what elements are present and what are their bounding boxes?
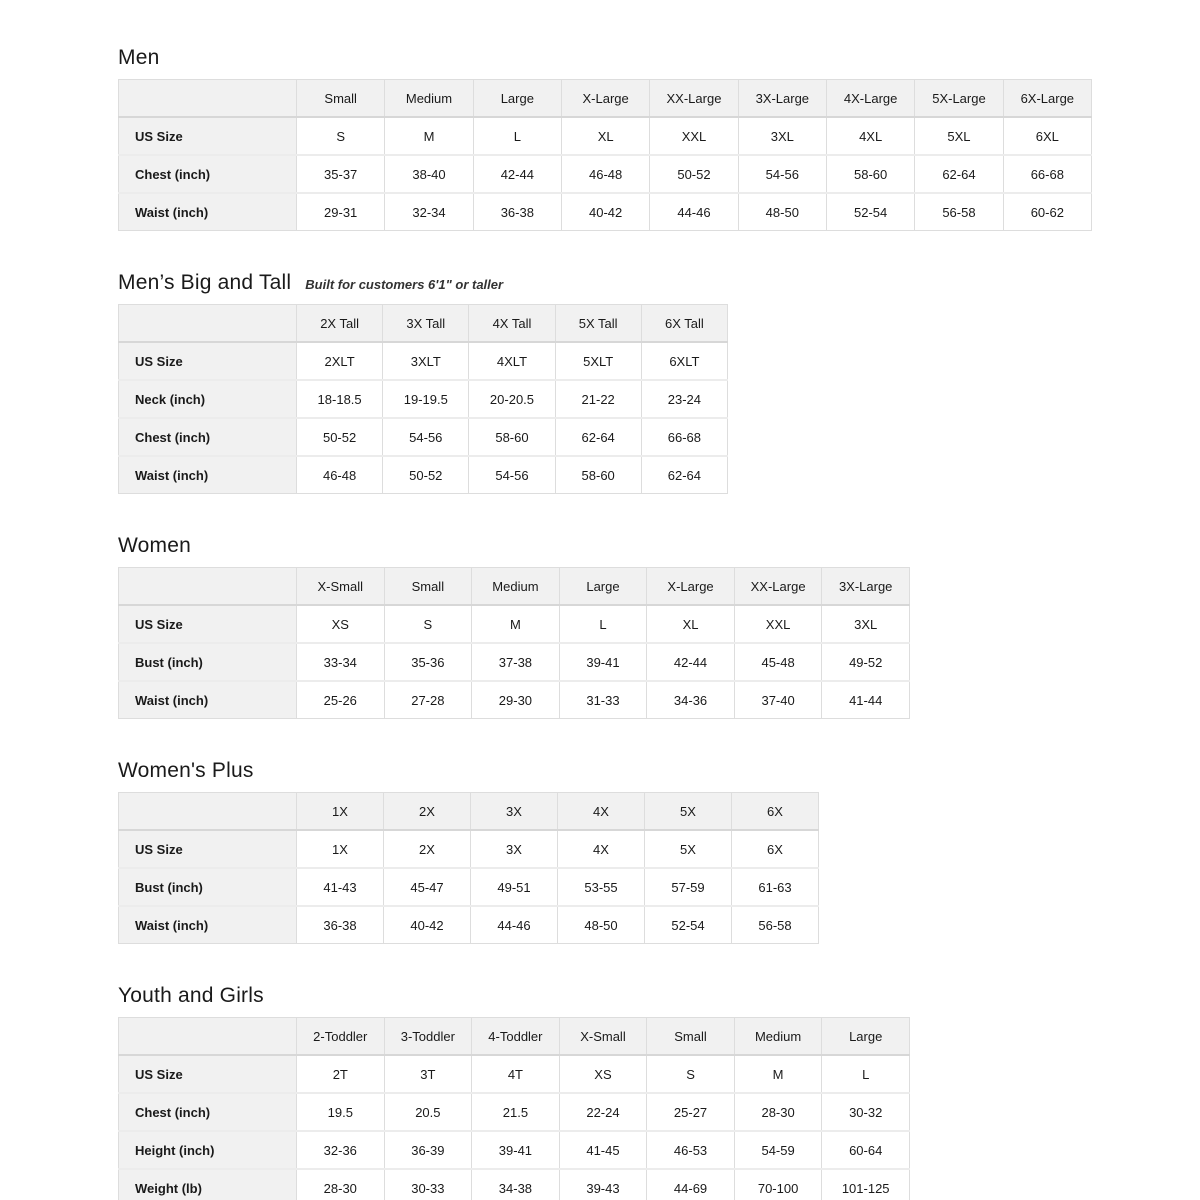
size-cell: 54-59 [734, 1131, 822, 1169]
size-cell: 2XLT [297, 342, 383, 380]
size-cell: 6XLT [641, 342, 727, 380]
size-cell: 56-58 [732, 906, 819, 944]
table-row [119, 1131, 910, 1169]
size-cell: XS [559, 1055, 647, 1093]
size-cell: 50-52 [383, 456, 469, 494]
size-cell: 19-19.5 [383, 380, 469, 418]
size-cell: 20.5 [384, 1093, 472, 1131]
column-header: Small [297, 80, 385, 118]
size-cell: 44-69 [647, 1169, 735, 1200]
size-cell: M [385, 117, 473, 155]
column-header: 6X Tall [641, 305, 727, 343]
corner-cell [119, 80, 297, 118]
size-cell: 46-48 [561, 155, 649, 193]
size-cell: 49-52 [822, 643, 910, 681]
size-cell: 29-31 [297, 193, 385, 231]
size-cell: 22-24 [559, 1093, 647, 1131]
size-cell: 4XL [826, 117, 914, 155]
section-title: Women [118, 534, 191, 557]
size-cell: 37-38 [472, 643, 560, 681]
size-cell: M [472, 605, 560, 643]
section-subtitle: Built for customers 6'1" or taller [305, 277, 504, 292]
column-header: 2X Tall [297, 305, 383, 343]
table-row [119, 117, 1092, 155]
size-cell: 2T [297, 1055, 385, 1093]
size-cell: 46-48 [297, 456, 383, 494]
size-cell: 54-56 [738, 155, 826, 193]
table-row [119, 868, 819, 906]
column-header: 6X [732, 793, 819, 831]
size-cell: 66-68 [1003, 155, 1091, 193]
size-cell: 4T [472, 1055, 560, 1093]
column-header: 3X-Large [738, 80, 826, 118]
size-cell: 60-62 [1003, 193, 1091, 231]
size-cell: 42-44 [647, 643, 735, 681]
size-cell: 36-38 [473, 193, 561, 231]
size-cell: L [822, 1055, 910, 1093]
size-cell: 62-64 [641, 456, 727, 494]
size-cell: 21.5 [472, 1093, 560, 1131]
column-header: X-Large [561, 80, 649, 118]
column-header: 5X-Large [915, 80, 1003, 118]
row-label: Chest (inch) [119, 1093, 297, 1131]
column-header: 4-Toddler [472, 1018, 560, 1056]
size-cell: 20-20.5 [469, 380, 555, 418]
column-header: 5X Tall [555, 305, 641, 343]
size-cell: L [559, 605, 647, 643]
corner-cell [119, 305, 297, 343]
size-cell: 62-64 [915, 155, 1003, 193]
size-cell: 66-68 [641, 418, 727, 456]
size-cell: 3XL [738, 117, 826, 155]
size-cell: 4XLT [469, 342, 555, 380]
column-header: Large [559, 568, 647, 606]
section-title-row [118, 46, 1200, 70]
table-row [119, 681, 910, 719]
size-table-men [118, 79, 1092, 231]
section-men [118, 46, 1200, 231]
header-row [119, 1018, 910, 1056]
size-cell: 54-56 [383, 418, 469, 456]
size-cell: 46-53 [647, 1131, 735, 1169]
column-header: X-Small [297, 568, 385, 606]
corner-cell [119, 1018, 297, 1056]
size-cell: 57-59 [645, 868, 732, 906]
size-cell: 58-60 [826, 155, 914, 193]
size-cell: 2X [384, 830, 471, 868]
row-label: Waist (inch) [119, 906, 297, 944]
size-cell: 30-33 [384, 1169, 472, 1200]
size-cell: 58-60 [469, 418, 555, 456]
size-cell: 31-33 [559, 681, 647, 719]
size-cell: S [384, 605, 472, 643]
row-label: Neck (inch) [119, 380, 297, 418]
column-header: 3-Toddler [384, 1018, 472, 1056]
size-table-women [118, 567, 910, 719]
section-youth-and-girls [118, 984, 1200, 1200]
size-cell: XXL [650, 117, 738, 155]
table-row [119, 906, 819, 944]
column-header: 4X Tall [469, 305, 555, 343]
header-row [119, 80, 1092, 118]
size-cell: 28-30 [297, 1169, 385, 1200]
size-cell: 39-41 [559, 643, 647, 681]
size-cell: 36-38 [297, 906, 384, 944]
table-row [119, 193, 1092, 231]
row-label: US Size [119, 342, 297, 380]
column-header: X-Large [647, 568, 735, 606]
size-table-womens-plus [118, 792, 819, 944]
row-label: Waist (inch) [119, 681, 297, 719]
column-header: Medium [734, 1018, 822, 1056]
size-cell: L [473, 117, 561, 155]
size-cell: 27-28 [384, 681, 472, 719]
section-title: Men’s Big and Tall [118, 271, 292, 294]
size-table-mens-big-and-tall [118, 304, 728, 494]
row-label: Weight (lb) [119, 1169, 297, 1200]
size-table-youth-and-girls [118, 1017, 910, 1200]
column-header: 3X Tall [383, 305, 469, 343]
size-cell: 52-54 [826, 193, 914, 231]
size-cell: 32-34 [385, 193, 473, 231]
size-cell: M [734, 1055, 822, 1093]
size-cell: 36-39 [384, 1131, 472, 1169]
size-cell: XL [647, 605, 735, 643]
size-cell: 34-38 [472, 1169, 560, 1200]
column-header: Medium [385, 80, 473, 118]
size-cell: 49-51 [471, 868, 558, 906]
size-cell: 6X [732, 830, 819, 868]
row-label: US Size [119, 605, 297, 643]
column-header: XX-Large [650, 80, 738, 118]
corner-cell [119, 568, 297, 606]
size-cell: 23-24 [641, 380, 727, 418]
size-cell: 50-52 [650, 155, 738, 193]
size-cell: 41-43 [297, 868, 384, 906]
size-cell: 5XL [915, 117, 1003, 155]
row-label: Waist (inch) [119, 456, 297, 494]
size-cell: 44-46 [471, 906, 558, 944]
corner-cell [119, 793, 297, 831]
size-cell: 28-30 [734, 1093, 822, 1131]
size-cell: 54-56 [469, 456, 555, 494]
table-row [119, 1169, 910, 1200]
section-title-row [118, 534, 1200, 558]
size-cell: S [647, 1055, 735, 1093]
section-title-row [118, 271, 1200, 295]
size-cell: 45-48 [734, 643, 822, 681]
size-cell: 52-54 [645, 906, 732, 944]
column-header: 2-Toddler [297, 1018, 385, 1056]
size-cell: 18-18.5 [297, 380, 383, 418]
size-cell: 5X [645, 830, 732, 868]
size-cell: XXL [734, 605, 822, 643]
size-cell: 58-60 [555, 456, 641, 494]
size-cell: 1X [297, 830, 384, 868]
size-chart-sections [118, 46, 1200, 1200]
size-cell: 50-52 [297, 418, 383, 456]
table-row [119, 155, 1092, 193]
size-cell: 39-41 [472, 1131, 560, 1169]
size-cell: 25-26 [297, 681, 385, 719]
size-cell: 56-58 [915, 193, 1003, 231]
table-row [119, 830, 819, 868]
size-cell: 45-47 [384, 868, 471, 906]
table-row [119, 605, 910, 643]
size-cell: 35-37 [297, 155, 385, 193]
column-header: 3X-Large [822, 568, 910, 606]
section-title-row [118, 759, 1200, 783]
row-label: US Size [119, 1055, 297, 1093]
row-label: Bust (inch) [119, 868, 297, 906]
column-header: 4X-Large [826, 80, 914, 118]
column-header: 6X-Large [1003, 80, 1091, 118]
row-label: Chest (inch) [119, 155, 297, 193]
size-cell: 40-42 [384, 906, 471, 944]
section-title-row [118, 984, 1200, 1008]
row-label: Waist (inch) [119, 193, 297, 231]
size-cell: 3XL [822, 605, 910, 643]
table-row [119, 380, 728, 418]
section-women [118, 534, 1200, 719]
section-title: Youth and Girls [118, 984, 264, 1007]
column-header: 5X [645, 793, 732, 831]
section-mens-big-and-tall [118, 271, 1200, 494]
size-cell: 5XLT [555, 342, 641, 380]
column-header: XX-Large [734, 568, 822, 606]
size-cell: 48-50 [558, 906, 645, 944]
size-cell: 35-36 [384, 643, 472, 681]
size-cell: XS [297, 605, 385, 643]
size-cell: 37-40 [734, 681, 822, 719]
size-cell: 38-40 [385, 155, 473, 193]
size-cell: 29-30 [472, 681, 560, 719]
column-header: X-Small [559, 1018, 647, 1056]
column-header: Small [384, 568, 472, 606]
row-label: US Size [119, 830, 297, 868]
table-row [119, 342, 728, 380]
size-cell: 34-36 [647, 681, 735, 719]
row-label: Height (inch) [119, 1131, 297, 1169]
column-header: Large [473, 80, 561, 118]
column-header: 3X [471, 793, 558, 831]
size-cell: 40-42 [561, 193, 649, 231]
size-cell: 62-64 [555, 418, 641, 456]
size-cell: 30-32 [822, 1093, 910, 1131]
size-cell: 4X [558, 830, 645, 868]
size-cell: 53-55 [558, 868, 645, 906]
size-cell: 41-44 [822, 681, 910, 719]
section-title: Men [118, 46, 160, 69]
size-cell: 44-46 [650, 193, 738, 231]
size-cell: 21-22 [555, 380, 641, 418]
row-label: US Size [119, 117, 297, 155]
section-womens-plus [118, 759, 1200, 944]
size-cell: 61-63 [732, 868, 819, 906]
size-cell: 70-100 [734, 1169, 822, 1200]
size-cell: 41-45 [559, 1131, 647, 1169]
row-label: Chest (inch) [119, 418, 297, 456]
column-header: 1X [297, 793, 384, 831]
row-label: Bust (inch) [119, 643, 297, 681]
column-header: Small [647, 1018, 735, 1056]
table-row [119, 1093, 910, 1131]
table-row [119, 643, 910, 681]
section-title: Women's Plus [118, 759, 254, 782]
table-row [119, 456, 728, 494]
header-row [119, 568, 910, 606]
size-cell: 19.5 [297, 1093, 385, 1131]
column-header: Medium [472, 568, 560, 606]
size-cell: 3X [471, 830, 558, 868]
column-header: Large [822, 1018, 910, 1056]
size-cell: XL [561, 117, 649, 155]
column-header: 2X [384, 793, 471, 831]
size-cell: 32-36 [297, 1131, 385, 1169]
size-cell: 42-44 [473, 155, 561, 193]
size-cell: 48-50 [738, 193, 826, 231]
size-cell: 39-43 [559, 1169, 647, 1200]
size-cell: 33-34 [297, 643, 385, 681]
size-cell: 3XLT [383, 342, 469, 380]
size-cell: 60-64 [822, 1131, 910, 1169]
size-cell: 3T [384, 1055, 472, 1093]
size-cell: S [297, 117, 385, 155]
table-row [119, 418, 728, 456]
header-row [119, 305, 728, 343]
table-row [119, 1055, 910, 1093]
size-cell: 101-125 [822, 1169, 910, 1200]
header-row [119, 793, 819, 831]
size-cell: 25-27 [647, 1093, 735, 1131]
size-cell: 6XL [1003, 117, 1091, 155]
column-header: 4X [558, 793, 645, 831]
